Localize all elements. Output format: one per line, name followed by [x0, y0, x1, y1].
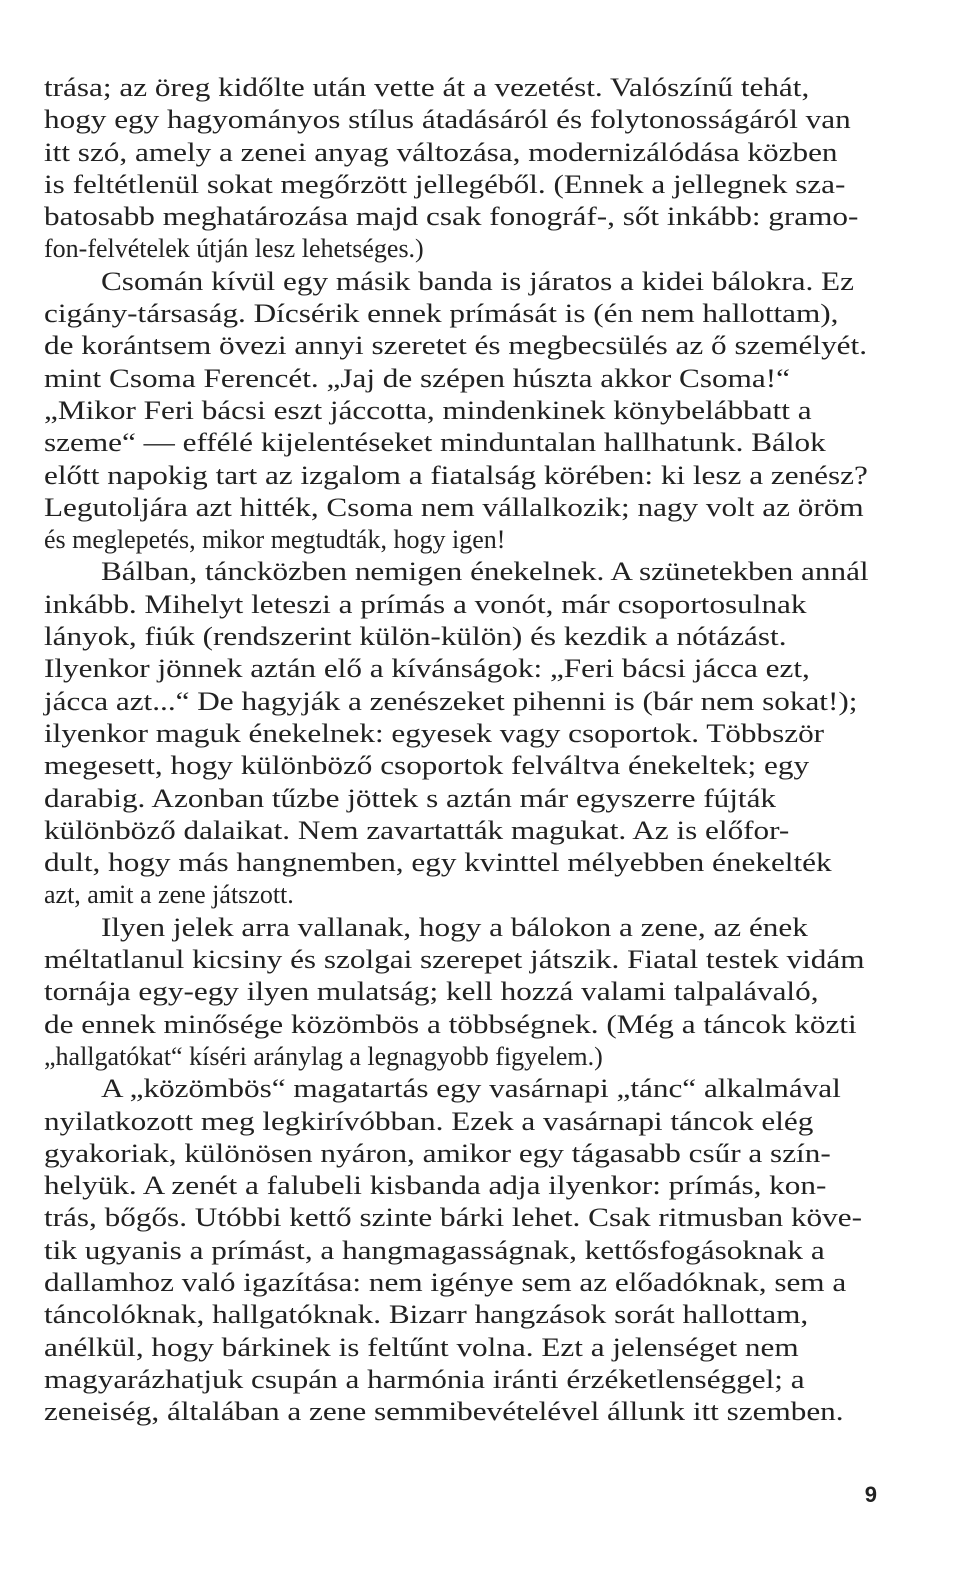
text-line-content: megesett, hogy különböző csoportok felváltva énekeltek; egy [44, 751, 810, 781]
text-line-content: „hallgatókat“ kíséri aránylag a legnagyobb figyelem.) [44, 1041, 603, 1071]
text-line-content: mint Csoma Ferencét. „Jaj de szépen húszta akkor Csoma!“ [44, 363, 790, 393]
text-line-content: előtt napokig tart az izgalom a fiatalság körében: ki lesz a zenész? [44, 460, 868, 490]
text-line-content: „Mikor Feri bácsi eszt jáccotta, mindenkinek könybelábbatt a [44, 395, 812, 425]
text-line-content: trása; az öreg kidőlte után vette át a vezetést. Valószínű tehát, [44, 73, 810, 102]
text-line-content: különböző dalaikat. Nem zavartatták magukat. Az is előfor- [44, 815, 790, 845]
text-line [44, 137, 876, 169]
text-line-content: nyilatkozott meg legkirívóbban. Ezek a vasárnapi táncok elég [44, 1106, 814, 1136]
text-line-content: de ennek minősége közömbös a többségnek. (Még a táncok közti [44, 1009, 857, 1039]
text-line-content: Legutoljára azt hitték, Csoma nem vállalkozik; nagy volt az öröm [44, 492, 864, 522]
text-line-content: táncolóknak, hallgatóknak. Bizarr hangzások sorát hallottam, [44, 1300, 809, 1330]
text-line [44, 1267, 876, 1299]
text-line [44, 524, 876, 556]
text-line-content: batosabb meghatározása majd csak fonográf-, sőt inkább: gramo- [44, 202, 859, 232]
text-line [44, 718, 876, 750]
text-line-content: itt szó, amely a zenei anyag változása, modernizálódása közben [44, 137, 838, 167]
text-line-content: cigány-társaság. Dícsérik ennek prímását is (én nem hallottam), [44, 299, 839, 329]
text-line [44, 1009, 876, 1041]
text-line-content: A „közömbös“ magatartás egy vasárnapi „tánc“ alkalmával [101, 1074, 841, 1104]
text-line-content: inkább. Mihelyt leteszi a prímás a vonót, már csoportosulnak [44, 589, 807, 619]
text-line [44, 492, 876, 524]
text-body [44, 72, 876, 1428]
text-line-content: Ilyen jelek arra vallanak, hogy a bálokon a zene, az ének [101, 912, 808, 942]
text-line [44, 298, 876, 330]
text-line [44, 266, 876, 298]
text-line [44, 750, 876, 782]
text-line [44, 1396, 876, 1428]
text-line [44, 912, 876, 944]
text-line [44, 1299, 876, 1331]
text-line [44, 72, 876, 104]
text-line [44, 556, 876, 588]
text-line-content: zeneiség, általában a zene semmibevételével állunk itt szemben. [44, 1397, 844, 1427]
text-line-content: magyarázhatjuk csupán a harmónia iránti érzéketlenséggel; a [44, 1364, 805, 1394]
text-line [44, 104, 876, 136]
text-line-content: fon-felvételek útján lesz lehetséges.) [44, 234, 424, 264]
text-line [44, 879, 876, 911]
text-line [44, 460, 876, 492]
text-line [44, 847, 876, 879]
text-line-content: lányok, fiúk (rendszerint külön-külön) és kezdik a nótázást. [44, 622, 787, 652]
text-line-content: Ilyenkor jönnek aztán elő a kívánságok: „Feri bácsi jácca ezt, [44, 654, 810, 684]
text-line [44, 169, 876, 201]
text-line-content: is feltétlenül sokat megőrzött jellegéből. (Ennek a jellegnek sza- [44, 169, 846, 199]
text-line-content: azt, amit a zene játszott. [44, 880, 294, 910]
text-line-content: hogy egy hagyományos stílus átadásáról és folytonosságáról van [44, 105, 851, 135]
text-line-content: Csomán kívül egy másik banda is járatos a kidei bálokra. Ez [101, 266, 854, 296]
text-line [44, 621, 876, 653]
text-line-content: darabig. Azonban tűzbe jöttek s aztán már egyszerre fújták [44, 783, 777, 813]
text-line-content: ilyenkor maguk énekelnek: egyesek vagy csoportok. Többször [44, 718, 825, 748]
text-line [44, 1332, 876, 1364]
text-line-content: tik ugyanis a prímást, a hangmagasságnak, kettősfogásoknak a [44, 1235, 825, 1265]
text-line [44, 233, 876, 265]
text-line [44, 944, 876, 976]
text-line [44, 427, 876, 459]
text-line [44, 976, 876, 1008]
text-line [44, 1041, 876, 1073]
text-line-content: anélkül, hogy bárkinek is feltűnt volna. Ezt a jelenséget nem [44, 1332, 799, 1362]
page-number: 9 [864, 1482, 877, 1507]
text-line-content: dult, hogy más hangnemben, egy kvinttel mélyebben énekelték [44, 848, 832, 878]
text-line-content: és meglepetés, mikor megtudták, hogy igen! [44, 525, 506, 555]
text-line [44, 1170, 876, 1202]
text-line [44, 1235, 876, 1267]
text-line [44, 653, 876, 685]
text-line-content: tornája egy-egy ilyen mulatság; kell hozzá valami talpalávaló, [44, 977, 819, 1007]
text-line [44, 201, 876, 233]
text-line [44, 1364, 876, 1396]
text-line [44, 1202, 876, 1234]
text-line [44, 686, 876, 718]
text-line-content: dallamhoz való igazítása: nem igénye sem az előadóknak, sem a [44, 1267, 847, 1297]
text-line-content: méltatlanul kicsiny és szolgai szerepet játszik. Fiatal testek vidám [44, 945, 865, 975]
text-line [44, 1106, 876, 1138]
text-line [44, 783, 876, 815]
text-line-content: jácca azt...“ De hagyják a zenészeket pihenni is (bár nem sokat!); [44, 686, 858, 716]
text-line-content: trás, bőgős. Utóbbi kettő szinte bárki lehet. Csak ritmusban köve- [44, 1203, 862, 1233]
text-line [44, 363, 876, 395]
text-line-content: szeme“ — effélé kijelentéseket minduntalan hallhatunk. Bálok [44, 428, 826, 458]
text-line [44, 395, 876, 427]
text-line-content: helyük. A zenét a falubeli kisbanda adja ilyenkor: prímás, kon- [44, 1171, 827, 1201]
text-line-content: de korántsem övezi annyi szeretet és megbecsülés az ő személyét. [44, 331, 867, 361]
text-line [44, 589, 876, 621]
text-line-content: gyakoriak, különösen nyáron, amikor egy tágasabb csűr a szín- [44, 1138, 831, 1168]
text-line [44, 815, 876, 847]
text-line-content: Bálban, táncközben nemigen énekelnek. A szünetekben annál [101, 557, 869, 587]
text-line [44, 330, 876, 362]
text-line [44, 1073, 876, 1105]
text-line [44, 1138, 876, 1170]
